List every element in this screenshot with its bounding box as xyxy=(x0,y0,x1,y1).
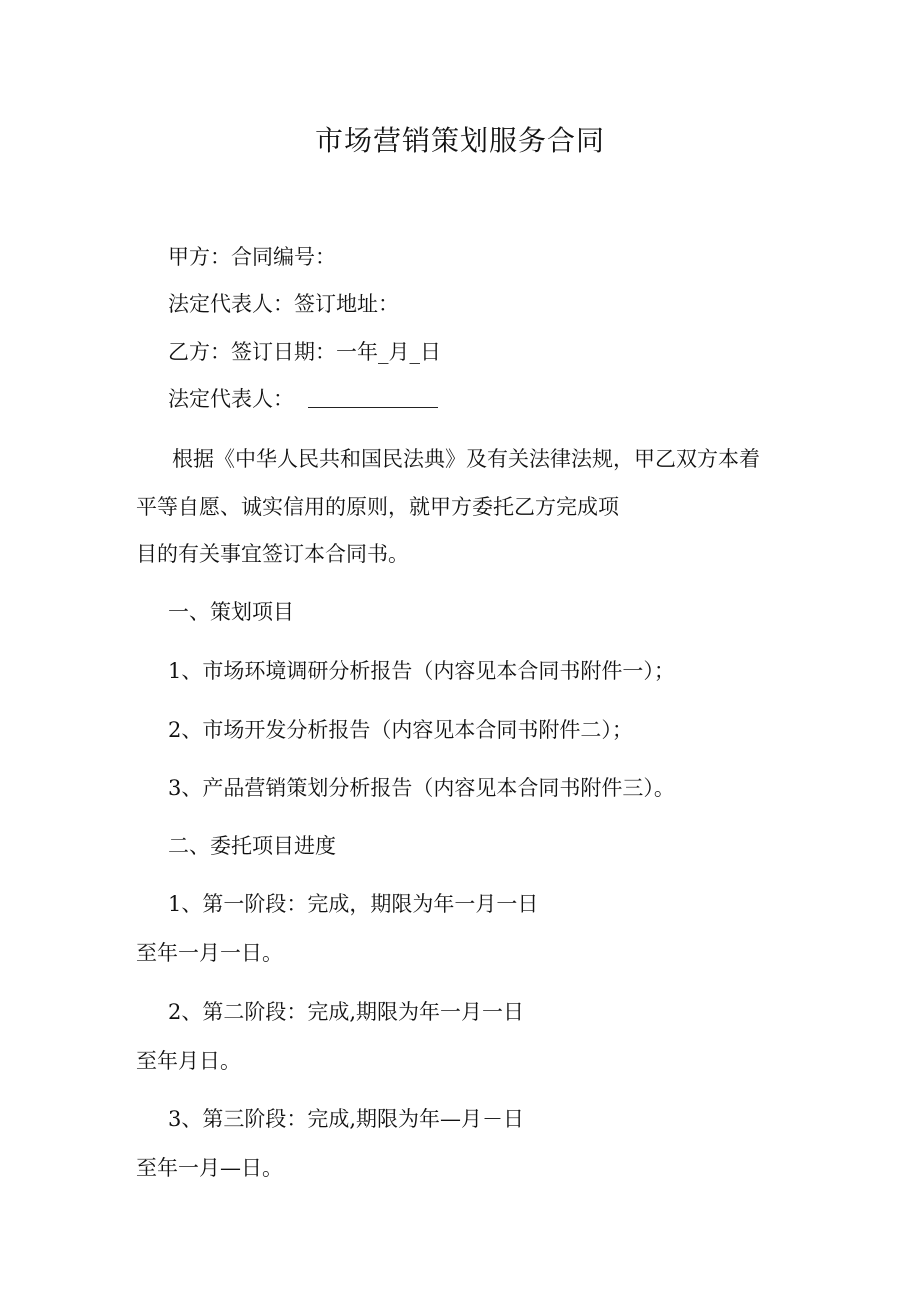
stage2-line-a: 2、第二阶段：完成,期限为年一月一日 xyxy=(168,1000,525,1024)
intro-line-1: 根据《中华人民共和国民法典》及有关法律法规，甲乙双方本着 xyxy=(172,447,760,471)
stage2-line-b: 至年月日。 xyxy=(136,1049,241,1073)
rep-a-line: 法定代表人：签订地址： xyxy=(168,292,399,316)
party-b-line: 乙方：签订日期：一年_月_日 xyxy=(168,340,441,364)
stage3-line-a: 3、第三阶段：完成,期限为年—月－日 xyxy=(168,1107,525,1131)
document-title: 市场营销策划服务合同 xyxy=(314,124,605,157)
stage1-line-a: 1、第一阶段：完成，期限为年一月一日 xyxy=(168,892,539,916)
rep-b-label: 法定代表人： xyxy=(168,387,294,411)
intro-line-3: 目的有关事宜签订本合同书。 xyxy=(136,542,409,566)
section1-item-2: 2、市场开发分析报告（内容见本合同书附件二）； xyxy=(168,718,633,742)
party-a-line: 甲方：合同编号： xyxy=(168,245,336,269)
section1-item-3: 3、产品营销策划分析报告（内容见本合同书附件三）。 xyxy=(168,776,675,800)
section2-heading: 二、委托项目进度 xyxy=(168,834,336,858)
section1-heading: 一、策划项目 xyxy=(168,600,294,624)
intro-line-2: 平等自愿、诚实信用的原则，就甲方委托乙方完成项 xyxy=(136,495,619,519)
rep-b-line xyxy=(168,384,438,414)
stage3-line-b: 至年一月—日。 xyxy=(136,1156,283,1180)
stage1-line-b: 至年一月一日。 xyxy=(136,941,283,965)
section1-item-1: 1、市场环境调研分析报告（内容见本合同书附件一）； xyxy=(168,659,675,683)
signature-blank xyxy=(308,385,438,408)
